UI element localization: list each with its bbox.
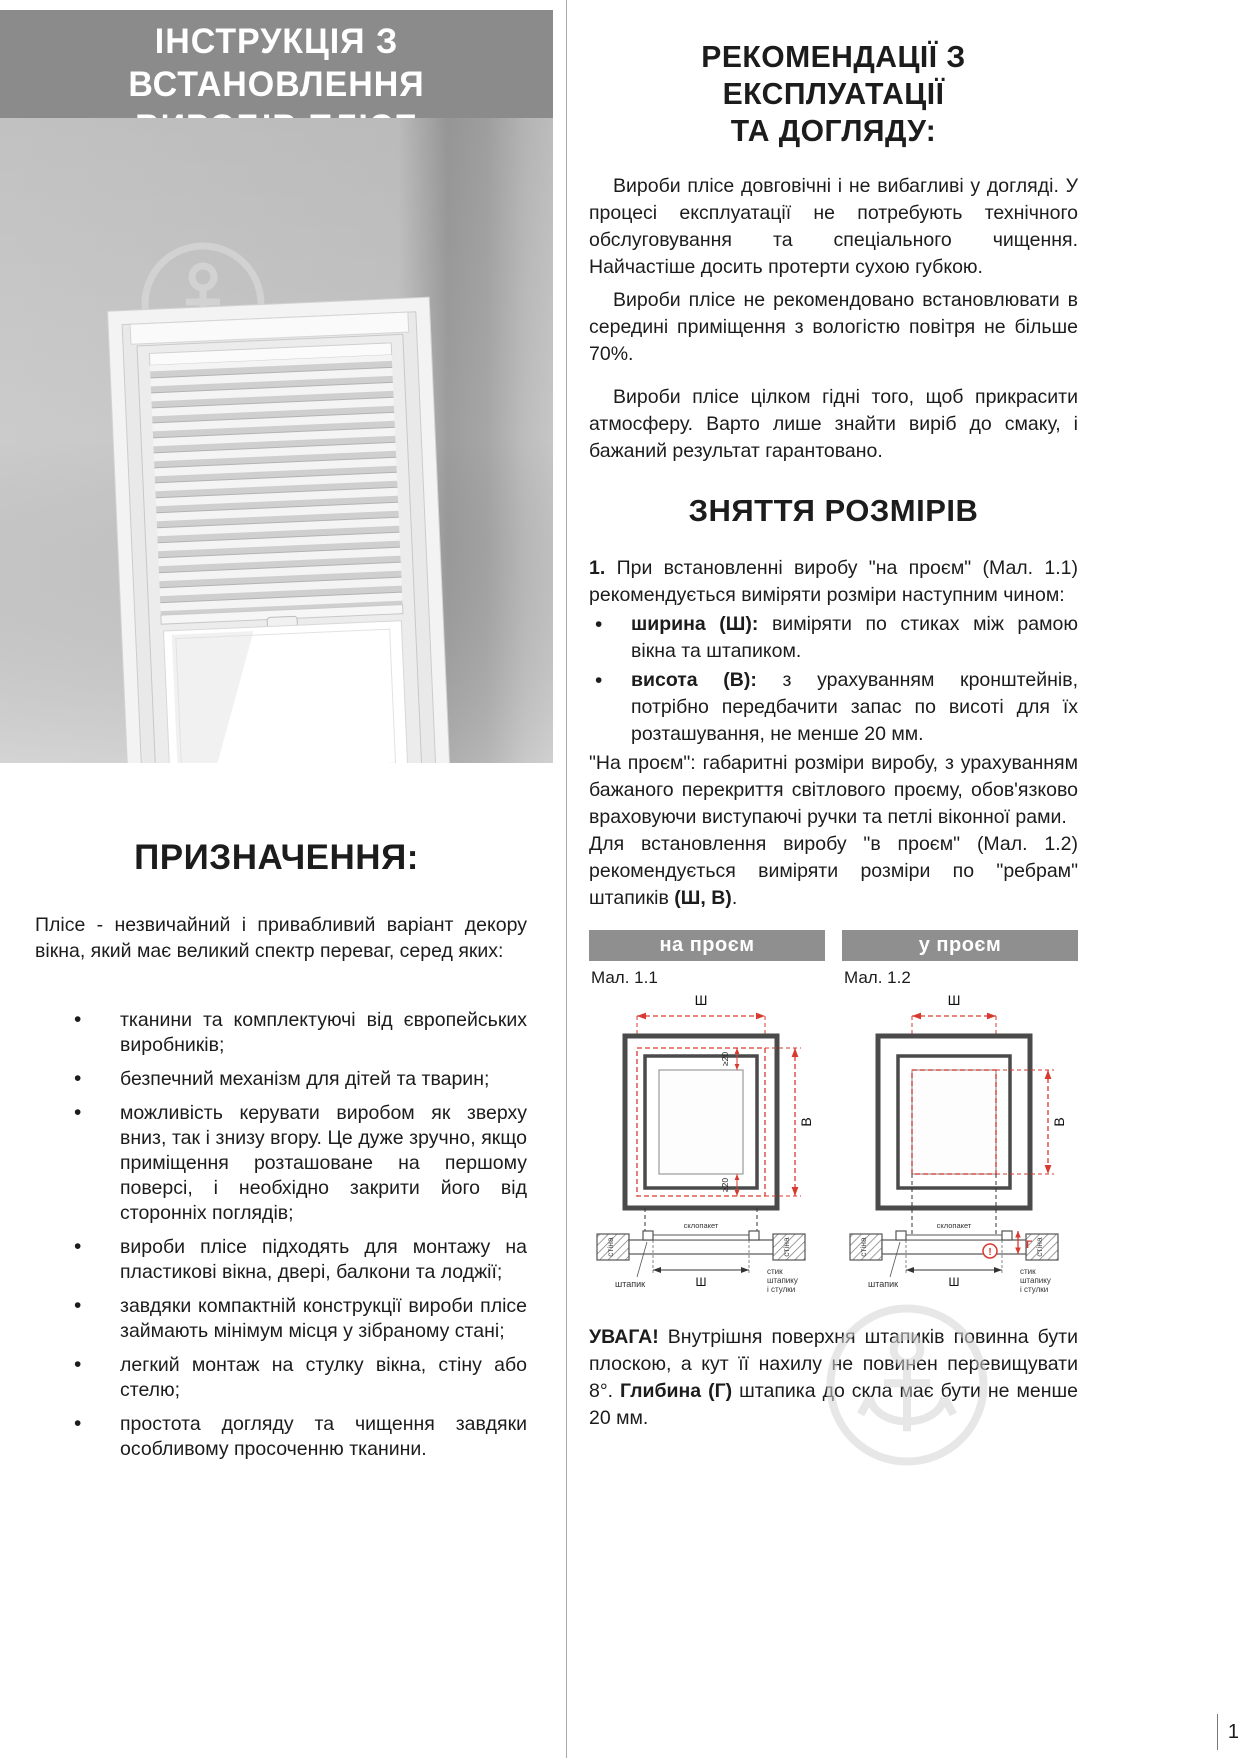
bead-label: штапик [868,1279,899,1289]
joint-label-3: і стулки [1020,1285,1049,1294]
purpose-intro: Плісе - незвичайний і привабливий варіант декору вікна, який має великий спектр переваг, серед яких: [35,914,527,962]
warning-label: УВАГА! [589,1326,659,1348]
depth-label: Г [1026,1239,1033,1251]
measure-step-1: 1. При встановленні виробу "на проєм" (Мал. 1.1) рекомендується виміряти розміри наступним чином: [589,557,1078,606]
product-photo [0,118,553,763]
wall-left-label: стіна [858,1237,868,1257]
step-number: 1. [589,557,606,579]
care-paragraph-1: Вироби плісе довговічні і не вибагливі у догляді. У процесі експлуатації не потребують технічного обслуговування та спеціального чищення. Найчастіше досить протерти сухою губкою. [589,175,1078,278]
measure-paragraph-v: Для встановлення виробу "в проєм" (Мал. 1.2) рекомендується виміряти розміри по "ребрам" штапиків (Ш, В). [589,833,1078,909]
dim-width-label: Ш [947,992,961,1008]
section-width-label: Ш [948,1275,960,1289]
list-item: • завдяки компактній конструкції вироби плісе займають мінімум місця у зібраному стані; [72,1294,527,1344]
right-column [589,38,1078,1452]
purpose-list [72,1008,527,1471]
glazing-label: склопакет [936,1221,972,1230]
joint-label-2: штапику [1020,1276,1051,1285]
purpose-title: ПРИЗНАЧЕННЯ: [134,838,419,877]
section-width-label: Ш [695,1275,707,1289]
dim-height-label: В [798,1117,814,1127]
figure-1-1 [589,930,825,1300]
list-item: • безпечний механізм для дітей та тварин; [72,1067,527,1092]
dim-width-label: Ш [694,992,708,1008]
figure-1-2-diagram [842,990,1078,1300]
care-paragraph-3: Вироби плісе цілком гідні того, щоб прикрасити атмосферу. Варто лише знайти виріб до смаку, і бажаний результат гарантовано. [589,386,1078,462]
page-number: 1 [1217,1714,1239,1750]
wall-left-label: стіна [605,1237,615,1257]
measure-paragraph-na: "На проєм": габаритні розміри виробу, з урахуванням бажаного перекриття світлового проєму, обов'язково враховуючи виступаючі ручки та петлі віконної рами. [589,752,1078,828]
figure-1-2-caption: Мал. 1.2 [844,968,911,987]
warning-exclamation: ! [988,1247,992,1258]
wall-right-label: стіна [781,1237,791,1257]
gap-bottom-label: ≥20 [720,1177,730,1193]
left-header-title-line1: ІНСТРУКЦІЯ З ВСТАНОВЛЕННЯ [128,22,425,104]
figure-1-1-caption: Мал. 1.1 [591,968,658,987]
pleated-blind-photo [0,118,553,763]
figure-1-1-diagram [589,990,825,1300]
measure-bullet-height: • висота (В): з урахуванням кронштейнів, потрібно передбачити запас по висоті для їх розташування, не менше 20 мм. [589,667,1078,748]
column-divider [566,0,567,1758]
joint-label-2: штапику [767,1276,798,1285]
list-item: • вироби плісе підходять для монтажу на пластикові вікна, двері, балкони та лоджії; [72,1235,527,1285]
figure-1-2-header: у проєм [842,930,1078,961]
measure-title: ЗНЯТТЯ РОЗМІРІВ [688,493,979,528]
joint-label-1: стик [767,1267,783,1276]
gap-top-label: ≥20 [720,1051,730,1067]
glazing-label: склопакет [683,1221,719,1230]
figure-1-1-header: на проєм [589,930,825,961]
joint-label-1: стик [1020,1267,1036,1276]
bead-label: штапик [615,1279,646,1289]
figures-row [589,930,1078,1300]
pleated-fabric [150,355,403,617]
wall-right-label: стіна [1034,1237,1044,1257]
list-item: • тканини та комплектуючі від європейських виробників; [72,1008,527,1058]
list-item: • можливість керувати виробом як зверху вниз, так і знизу вгору. Це дуже зручно, якщо приміщення розташоване на першому поверсі, і необхідно закрити його від сторонніх поглядів; [72,1101,527,1226]
care-title [596,38,1070,149]
care-title-line1: РЕКОМЕНДАЦІЇ З ЕКСПЛУАТАЦІЇ [701,39,966,111]
joint-label-3: і стулки [767,1285,796,1294]
measure-bullet-width: • ширина (Ш): виміряти по стиках між рамою вікна та штапиком. [589,611,1078,665]
care-paragraph-2: Вироби плісе не рекомендовано встановлювати в середині приміщення з вологістю повітря не більше 70%. [589,289,1078,365]
warning-paragraph: УВАГА! Внутрішня поверхня штапиків повинна бути плоскою, а кут її нахилу не повинен перевищувати 8°. Глибина (Г) штапика до скла має бути не менше 20 мм. [589,1326,1079,1429]
list-item: • простота догляду та чищення завдяки особливому просоченню тканини. [72,1412,527,1462]
list-item: • легкий монтаж на стулку вікна, стіну або стелю; [72,1353,527,1403]
figure-1-2 [842,930,1078,1300]
care-title-line2: ТА ДОГЛЯДУ: [730,113,937,148]
dim-height-label: В [1051,1117,1067,1127]
